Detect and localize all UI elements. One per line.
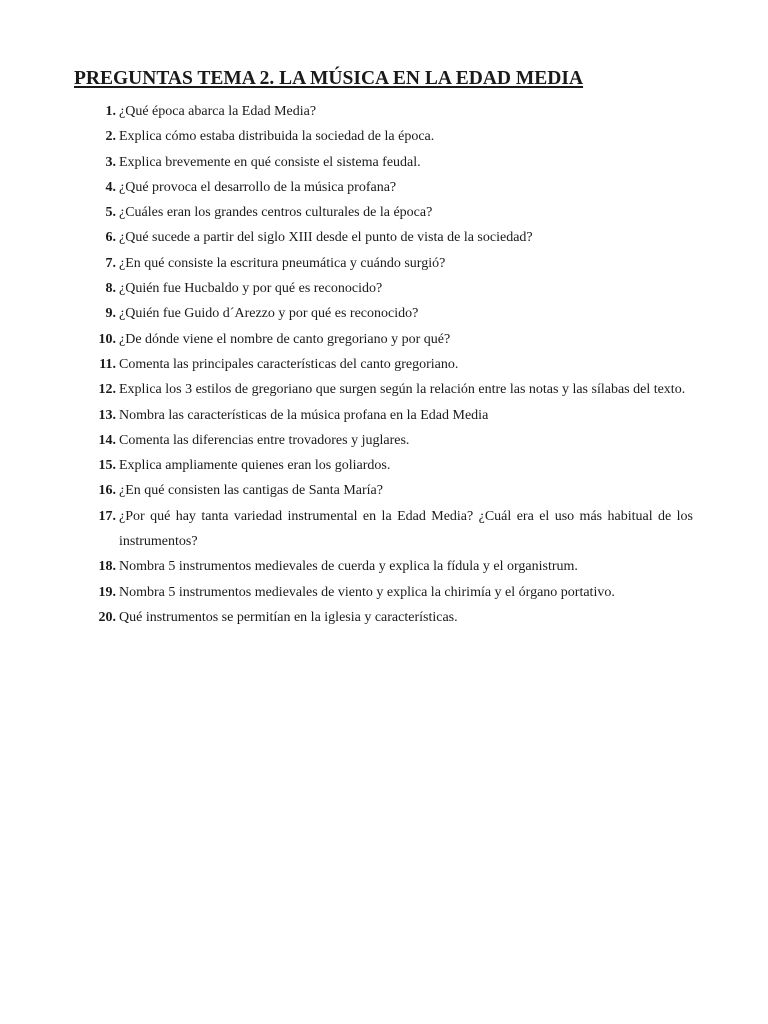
question-item — [0, 150, 768, 175]
question-item — [0, 175, 768, 200]
question-item — [0, 478, 768, 503]
question-text: Nombra las características de la música profana en la Edad Media — [119, 407, 489, 423]
question-text: ¿En qué consisten las cantigas de Santa María? — [119, 483, 383, 499]
question-number: 13. — [98, 407, 116, 423]
page-title: PREGUNTAS TEMA 2. LA MÚSICA EN LA EDAD MEDIA — [74, 68, 584, 89]
question-item — [0, 200, 768, 225]
question-item — [0, 403, 768, 428]
question-number: 14. — [98, 432, 116, 448]
question-text: ¿Quién fue Hucbaldo y por qué es reconocido? — [119, 281, 383, 297]
question-number: 16. — [98, 483, 116, 499]
question-number: 12. — [98, 382, 116, 398]
question-item — [0, 377, 768, 402]
question-item — [0, 276, 768, 301]
question-number: 1. — [105, 104, 116, 119]
question-text: ¿Qué provoca el desarrollo de la música profana? — [119, 179, 397, 195]
question-text: ¿Cuáles eran los grandes centros culturales de la época? — [119, 205, 433, 221]
question-item — [0, 251, 768, 276]
question-text: Explica los 3 estilos de gregoriano que surgen según la relación entre las notas y las sílabas del texto. — [119, 382, 686, 398]
question-item — [0, 605, 768, 630]
question-item — [0, 327, 768, 352]
question-number: 4. — [105, 179, 116, 195]
question-text: ¿Por qué hay tanta variedad instrumental en la Edad Media? ¿Cuál era el uso más habitual de los instrumentos? — [119, 508, 693, 550]
question-item — [0, 504, 768, 555]
question-number: 18. — [98, 559, 116, 575]
question-number: 9. — [105, 306, 116, 322]
question-number: 3. — [105, 154, 116, 170]
question-list — [0, 99, 768, 630]
question-text: Nombra 5 instrumentos medievales de cuerda y explica la fídula y el organistrum. — [119, 559, 578, 575]
question-text: Comenta las principales características del canto gregoriano. — [119, 356, 459, 372]
question-text: ¿Qué sucede a partir del siglo XIII desde el punto de vista de la sociedad? — [119, 230, 533, 246]
question-number: 11. — [99, 356, 116, 372]
question-text: Explica cómo estaba distribuida la sociedad de la época. — [119, 129, 435, 145]
question-number: 8. — [105, 281, 116, 297]
question-text: Qué instrumentos se permitían en la iglesia y características. — [119, 609, 458, 625]
question-item — [0, 301, 768, 326]
question-item — [0, 580, 768, 605]
question-number: 17. — [98, 508, 116, 524]
question-text: Nombra 5 instrumentos medievales de viento y explica la chirimía y el órgano portativo. — [119, 584, 615, 600]
question-item — [0, 124, 768, 149]
question-text: Explica ampliamente quienes eran los goliardos. — [119, 458, 391, 474]
question-text: ¿En qué consiste la escritura pneumática y cuándo surgió? — [119, 255, 446, 271]
question-number: 15. — [98, 458, 116, 474]
question-item — [0, 554, 768, 579]
question-text: Comenta las diferencias entre trovadores y juglares. — [119, 432, 410, 448]
question-text: Explica brevemente en qué consiste el sistema feudal. — [119, 154, 421, 170]
question-item — [0, 225, 768, 250]
question-text: ¿Quién fue Guido d´Arezzo y por qué es reconocido? — [119, 306, 419, 322]
question-number: 19. — [98, 584, 116, 600]
question-text: ¿De dónde viene el nombre de canto gregoriano y por qué? — [119, 331, 451, 347]
question-text: ¿Qué época abarca la Edad Media? — [119, 104, 317, 119]
question-number: 6. — [105, 230, 116, 246]
question-number: 5. — [105, 205, 116, 221]
question-item — [0, 99, 768, 124]
question-item — [0, 428, 768, 453]
question-number: 7. — [105, 255, 116, 271]
question-number: 10. — [98, 331, 116, 347]
question-item — [0, 352, 768, 377]
question-number: 2. — [105, 129, 116, 145]
question-item — [0, 453, 768, 478]
question-number: 20. — [98, 609, 116, 625]
